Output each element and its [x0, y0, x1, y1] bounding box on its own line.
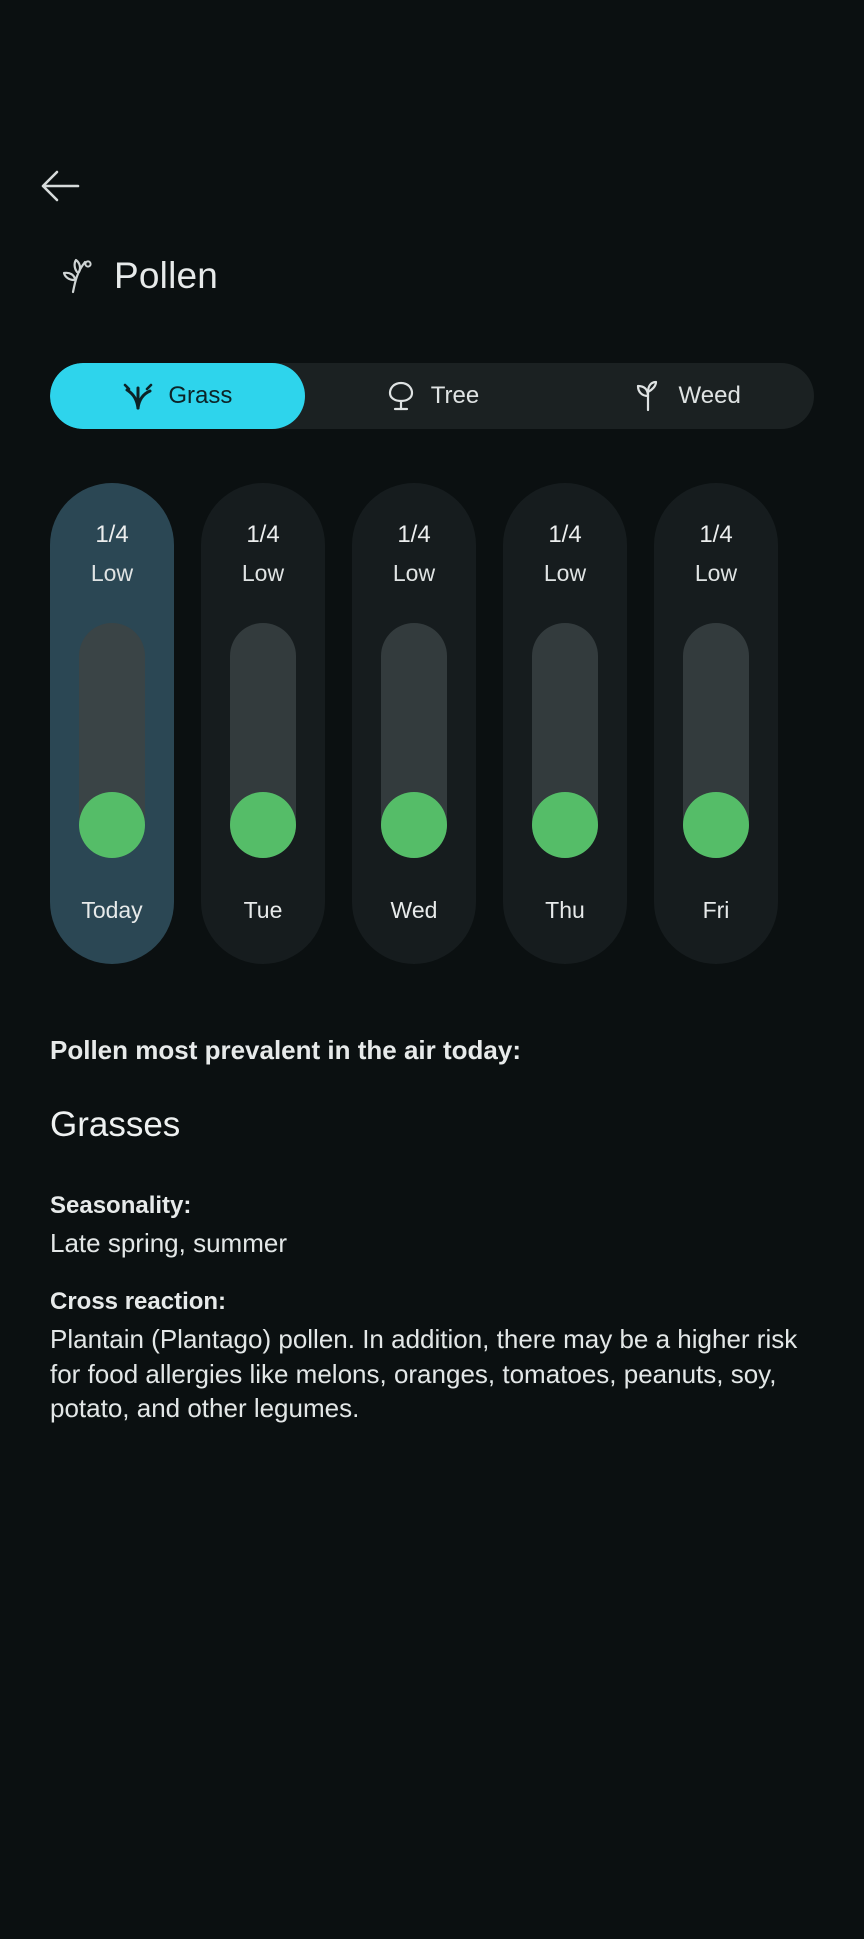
seasonality-section — [50, 1192, 810, 1261]
forecast-day-tue[interactable] — [201, 483, 325, 964]
pollen-index: 1/4 — [95, 521, 129, 548]
level-track — [532, 623, 598, 858]
seasonality-value: Late spring, summer — [50, 1228, 287, 1258]
day-label: Tue — [243, 897, 283, 923]
pollen-level: Low — [392, 560, 436, 586]
forecast-row — [50, 483, 814, 964]
day-label: Wed — [390, 897, 438, 923]
pollen-icon — [60, 257, 94, 295]
back-button[interactable] — [34, 160, 86, 212]
forecast-day-fri[interactable] — [654, 483, 778, 964]
forecast-day-thu[interactable] — [503, 483, 627, 964]
level-track — [381, 623, 447, 858]
level-indicator — [79, 792, 145, 858]
tree-icon — [385, 380, 417, 412]
pollen-type-heading: Grasses — [50, 1105, 181, 1144]
level-indicator — [532, 792, 598, 858]
tab-weed-label: Weed — [678, 382, 741, 409]
tab-tree[interactable] — [305, 363, 560, 429]
level-indicator — [230, 792, 296, 858]
pollen-level: Low — [694, 560, 738, 586]
prevalence-lede: Pollen most prevalent in the air today: — [50, 1035, 521, 1065]
pollen-index: 1/4 — [246, 521, 280, 548]
forecast-day-wed[interactable] — [352, 483, 476, 964]
pollen-level: Low — [90, 560, 134, 586]
page-title: Pollen — [114, 255, 219, 296]
forecast-day-today[interactable] — [50, 483, 174, 964]
pollen-level: Low — [241, 560, 285, 586]
cross-reaction-value: Plantain (Plantago) pollen. In addition, there may be a higher risk for food allergies like melons, oranges, tomatoes, peanuts, soy, potato, and other legumes. — [50, 1324, 798, 1424]
day-label: Thu — [545, 897, 585, 923]
weed-icon — [633, 380, 665, 412]
pollen-level: Low — [543, 560, 587, 586]
pollen-index: 1/4 — [548, 521, 582, 548]
seasonality-label: Seasonality: — [50, 1192, 192, 1219]
level-indicator — [683, 792, 749, 858]
page-title-row — [60, 255, 218, 297]
pollen-index: 1/4 — [699, 521, 733, 548]
day-label: Fri — [702, 897, 730, 923]
tab-grass[interactable] — [50, 363, 305, 429]
level-track — [683, 623, 749, 858]
tab-tree-label: Tree — [430, 382, 480, 409]
day-label: Today — [81, 897, 143, 923]
grass-icon — [122, 380, 154, 412]
tab-weed[interactable] — [559, 363, 814, 429]
arrow-left-icon — [40, 169, 80, 203]
tab-grass-label: Grass — [168, 382, 233, 409]
cross-reaction-label: Cross reaction: — [50, 1288, 227, 1315]
level-track — [230, 623, 296, 858]
level-track — [79, 623, 145, 858]
level-indicator — [381, 792, 447, 858]
cross-reaction-section — [50, 1288, 810, 1426]
pollen-type-tabs — [50, 363, 814, 429]
pollen-index: 1/4 — [397, 521, 431, 548]
